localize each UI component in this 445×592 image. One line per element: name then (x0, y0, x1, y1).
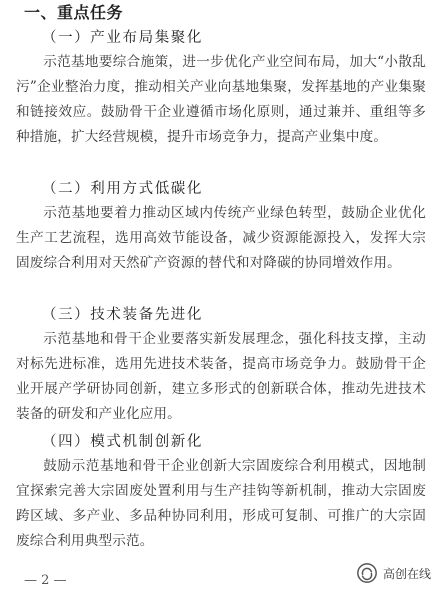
task-subheading: （一）产业布局集聚化 (42, 30, 203, 46)
task-subheading: （三）技术装备先进化 (42, 307, 203, 323)
section-heading: 一、重点任务 (24, 3, 124, 22)
watermark (350, 560, 437, 586)
task-section-4 (16, 430, 426, 554)
task-section-3 (16, 303, 426, 427)
wechat-official-account-icon (356, 562, 378, 584)
task-paragraph: 示范基地要综合施策，进一步优化产业空间布局，加大“小散乱污”企业整治力度，推动相关产业向基地集聚，发挥基地的产业集聚和链接效应。鼓励骨干企业遵循市场化原则，通过兼并、重组等多种措施，扩大经营规模，提升市场竞争力，提高产业集中度。 (16, 54, 426, 145)
task-section-1 (16, 26, 426, 150)
task-subheading: （二）利用方式低碳化 (42, 181, 203, 197)
task-section-2 (16, 177, 426, 276)
task-subheading: （四）模式机制创新化 (42, 434, 203, 450)
task-paragraph: 示范基地和骨干企业要落实新发展理念，强化科技支撑，主动对标先进标准，选用先进技术装备，提高市场竞争力。鼓励骨干企业开展产学研协同创新，建立多形式的创新联合体，推动先进技术装备的研发和产业化应用。 (16, 331, 426, 422)
page-number: — 2 — (24, 573, 67, 588)
task-paragraph: 示范基地要着力推动区域内传统产业绿色转型，鼓励企业优化生产工艺流程，选用高效节能设备，减少资源能源投入，发挥大宗固废综合利用对天然矿产资源的替代和对降碳的协同增效作用。 (16, 205, 426, 271)
task-paragraph: 鼓励示范基地和骨干企业创新大宗固废综合利用模式，因地制宜探索完善大宗固废处置利用与生产挂钩等新机制，推动大宗固废跨区域、多产业、多品种协同利用，形成可复制、可推广的大宗固废综合利用典型示范。 (16, 458, 426, 549)
watermark-text: 高创在线 (382, 566, 431, 581)
